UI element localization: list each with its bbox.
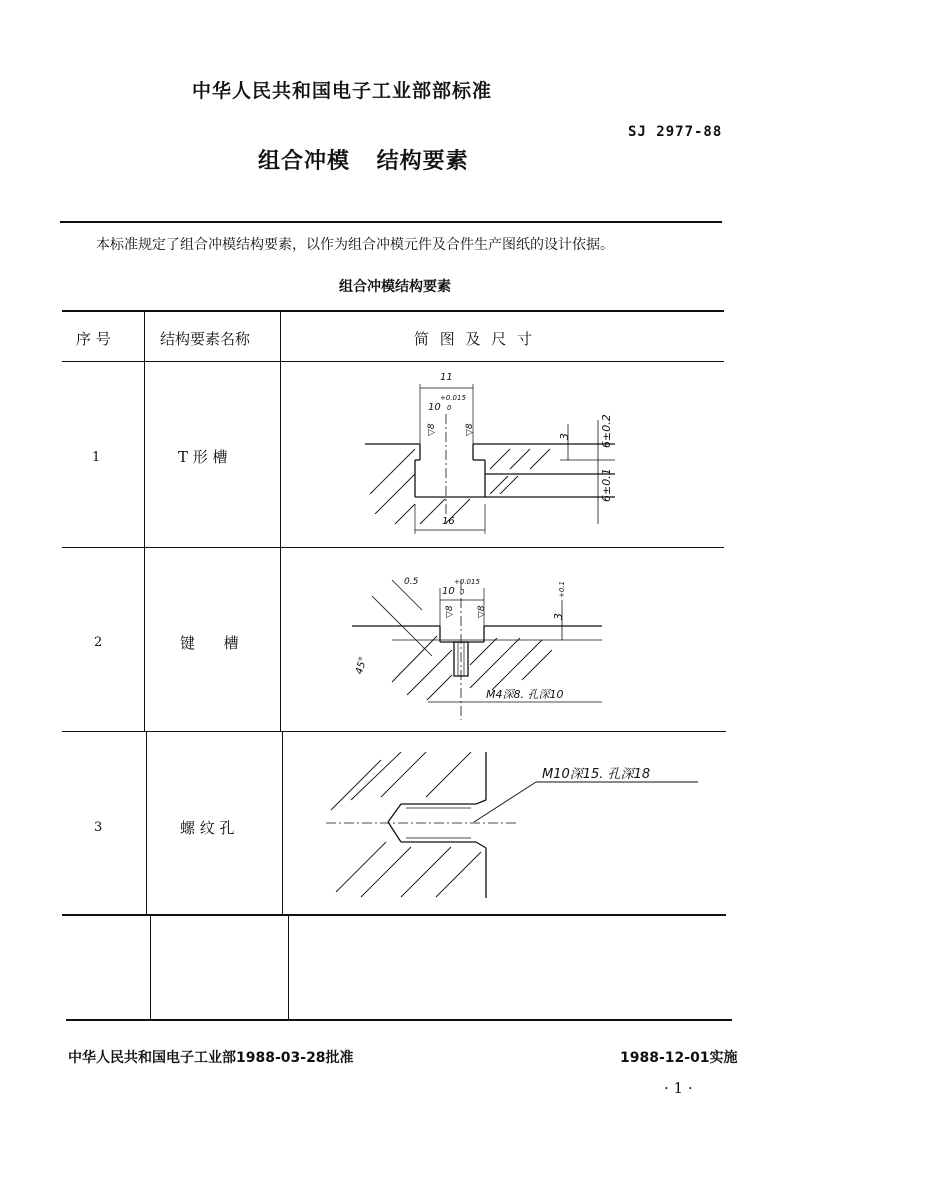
dim-label: M10深15. 孔深18 bbox=[542, 767, 651, 782]
key-slot-drawing bbox=[352, 570, 612, 720]
effective-date: 1988-12-01实施 bbox=[620, 1050, 738, 1066]
dim-label: ▽8 bbox=[427, 423, 437, 436]
dim-label: 16 bbox=[442, 516, 455, 527]
dim-label: +0.015 bbox=[440, 394, 466, 402]
table-bottom-rule bbox=[66, 1019, 732, 1021]
approval-note: 中华人民共和国电子工业部1988-03-28批准 bbox=[68, 1050, 354, 1066]
row-number: 3 bbox=[94, 820, 103, 835]
dim-label: ▽8 bbox=[465, 423, 475, 436]
table-header-rule bbox=[62, 361, 724, 362]
column-header-sketch: 简 图 及 尺 寸 bbox=[414, 330, 533, 348]
dim-label: 0 bbox=[460, 588, 465, 596]
dim-label: 3 bbox=[552, 613, 565, 620]
dim-label: 45° bbox=[354, 655, 370, 676]
tapped-hole-drawing bbox=[326, 752, 706, 902]
row-number: 1 bbox=[92, 450, 101, 465]
page-number: · 1 · bbox=[664, 1079, 693, 1097]
title-rule bbox=[60, 221, 722, 223]
dim-label: +0.1 bbox=[558, 581, 566, 598]
row-divider bbox=[62, 731, 726, 732]
element-name: 键 槽 bbox=[180, 634, 239, 652]
dim-label: 3 bbox=[558, 433, 571, 440]
dim-label: 0 bbox=[447, 404, 452, 412]
element-name: T 形 槽 bbox=[178, 448, 228, 466]
column-divider bbox=[282, 731, 283, 915]
element-name: 螺 纹 孔 bbox=[180, 819, 235, 837]
dim-label: ▽8 bbox=[445, 605, 455, 618]
column-divider bbox=[146, 731, 147, 915]
t-slot-drawing bbox=[360, 364, 630, 544]
dim-label: 6±0.1 bbox=[600, 468, 613, 502]
table-caption: 组合冲模结构要素 bbox=[339, 279, 451, 295]
dim-label: 6±0.2 bbox=[600, 414, 613, 448]
column-divider bbox=[144, 311, 145, 731]
dim-label: M4深8. 孔深10 bbox=[486, 688, 564, 701]
standard-code: SJ 2977-88 bbox=[628, 124, 723, 140]
row-divider bbox=[62, 547, 724, 548]
issuing-authority: 中华人民共和国电子工业部部标准 bbox=[192, 80, 493, 102]
column-header-no: 序 号 bbox=[76, 330, 111, 348]
dim-label: 0.5 bbox=[404, 577, 419, 587]
column-header-name: 结构要素名称 bbox=[160, 330, 251, 348]
dim-label: 10 bbox=[442, 586, 455, 597]
intro-paragraph: 本标准规定了组合冲模结构要素，以作为组合冲模元件及合件生产图纸的设计依据。 bbox=[96, 237, 614, 253]
table-top-rule bbox=[62, 310, 724, 312]
dim-label: +0.015 bbox=[454, 578, 480, 586]
dim-label: ▽8 bbox=[477, 605, 487, 618]
column-divider bbox=[288, 916, 289, 1019]
document-title: 组合冲模 结构要素 bbox=[258, 149, 469, 174]
column-divider bbox=[280, 311, 281, 731]
dim-label: 11 bbox=[440, 372, 453, 383]
row-divider bbox=[62, 914, 726, 916]
column-divider bbox=[150, 916, 151, 1019]
dim-label: 10 bbox=[428, 402, 441, 413]
row-number: 2 bbox=[94, 635, 103, 650]
